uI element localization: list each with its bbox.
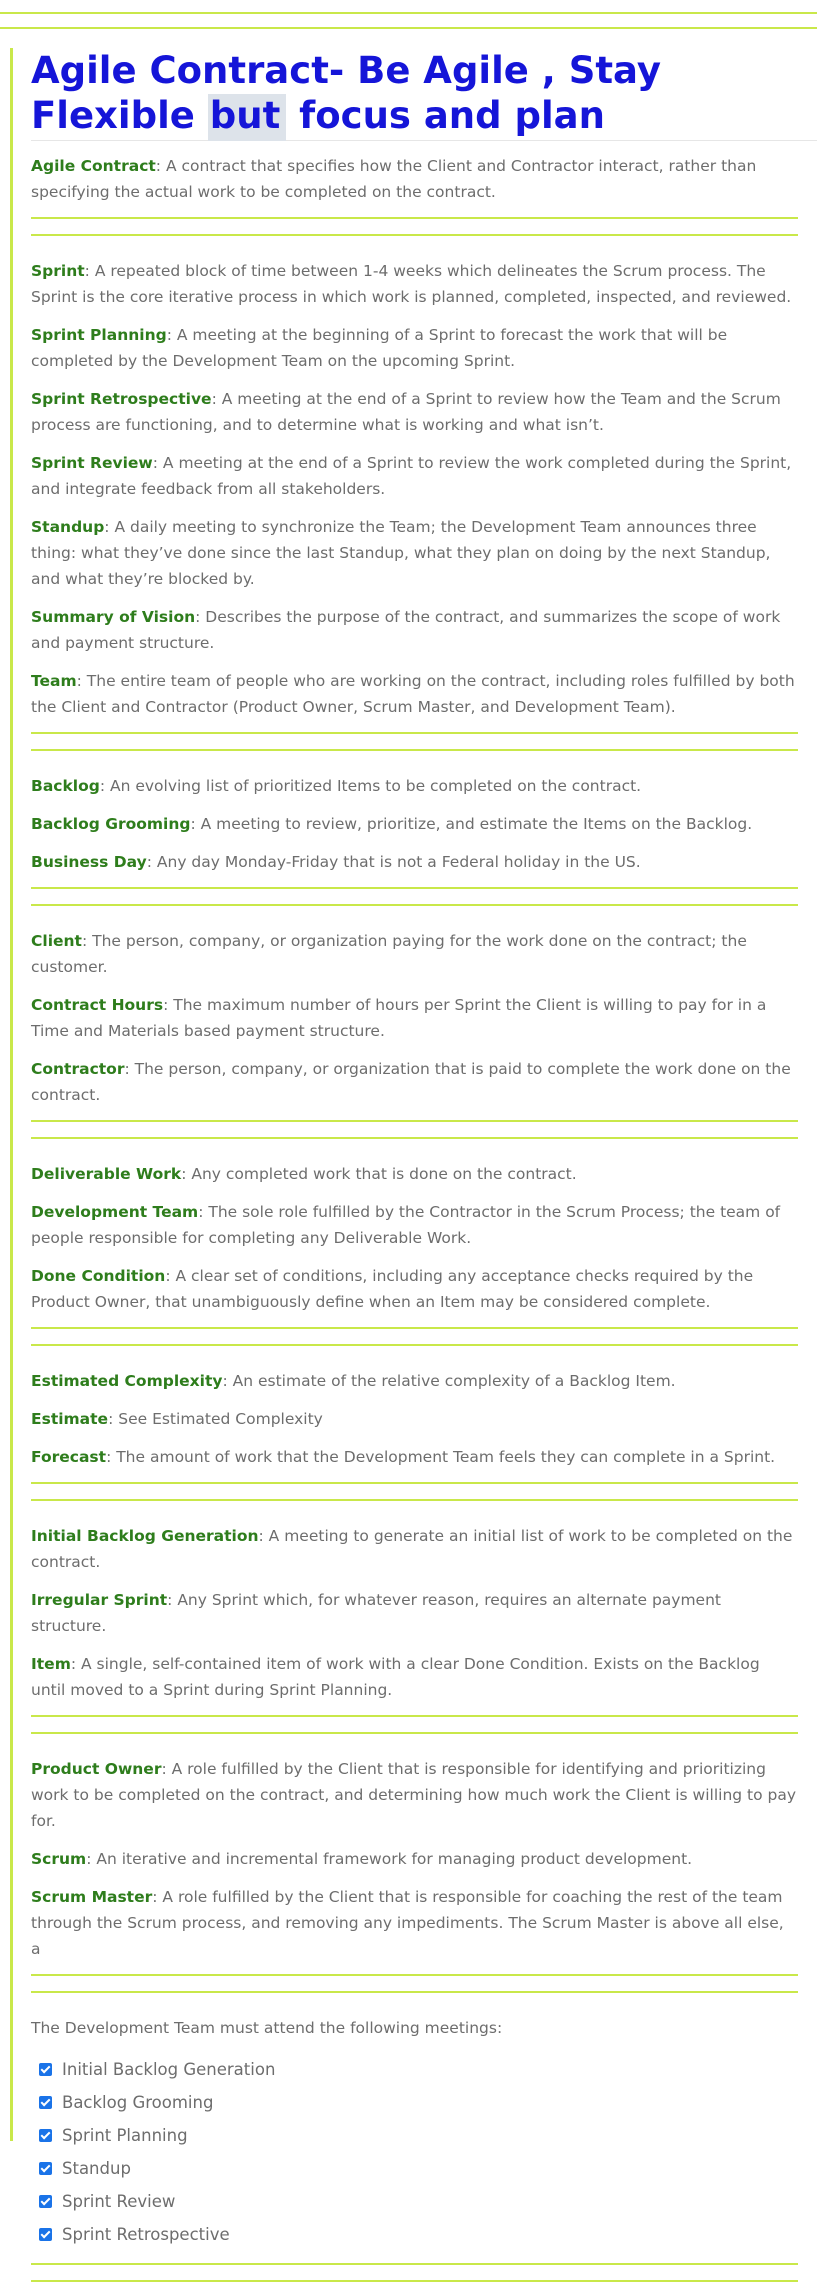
- definition-term: Deliverable Work: [31, 1165, 182, 1183]
- definition-item: [31, 992, 798, 1044]
- title-highlight: but: [208, 94, 287, 141]
- section-divider: [31, 2263, 798, 2265]
- section-divider: [31, 217, 798, 219]
- meeting-label: Backlog Grooming: [62, 2093, 214, 2112]
- definition-term: Standup: [31, 518, 105, 536]
- definition-text: : A meeting at the end of a Sprint to review how the Team and the Scrum process are functioning, and to determine what is working and what isn’t.: [31, 390, 781, 434]
- meeting-check-item: [39, 2053, 798, 2086]
- definition-section: [31, 1501, 798, 1703]
- meetings-intro: The Development Team must attend the following meetings:: [31, 2019, 503, 2037]
- title-text-2: focus and plan: [286, 94, 605, 137]
- definition-item: [31, 928, 798, 980]
- definition-term: Backlog Grooming: [31, 815, 191, 833]
- definition-text: : A meeting at the end of a Sprint to review the work completed during the Sprint, and integrate feedback from all stakeholders.: [31, 454, 792, 498]
- definition-text: : A contract that specifies how the Client and Contractor interact, rather than specifying the actual work to be completed on the contract.: [31, 157, 757, 201]
- definition-term: Team: [31, 672, 77, 690]
- checkbox-checked-icon[interactable]: [39, 2129, 52, 2142]
- definition-term: Sprint Planning: [31, 326, 167, 344]
- definition-item: [31, 153, 798, 205]
- definition-text: : Any Sprint which, for whatever reason, requires an alternate payment structure.: [31, 1591, 721, 1635]
- definition-term: Client: [31, 932, 82, 950]
- definition-term: Done Condition: [31, 1267, 166, 1285]
- meetings-section: [31, 1993, 798, 2251]
- definition-term: Initial Backlog Generation: [31, 1527, 259, 1545]
- definition-item: [31, 1756, 798, 1834]
- definition-item: [31, 1846, 798, 1872]
- checkbox-checked-icon[interactable]: [39, 2195, 52, 2208]
- definition-item: [31, 1161, 798, 1187]
- definition-text: : An estimate of the relative complexity of a Backlog Item.: [222, 1372, 676, 1390]
- definition-text: : An iterative and incremental framework for managing product development.: [86, 1850, 693, 1868]
- definition-term: Estimate: [31, 1410, 109, 1428]
- definition-term: Product Owner: [31, 1760, 162, 1778]
- definition-item: [31, 773, 798, 799]
- definition-term: Scrum Master: [31, 1888, 153, 1906]
- meeting-check-item: [39, 2218, 798, 2251]
- definition-item: [31, 450, 798, 502]
- meeting-check-item: [39, 2086, 798, 2119]
- definition-item: [31, 849, 798, 875]
- section-divider: [31, 887, 798, 889]
- definition-item: [31, 1368, 798, 1394]
- definition-item: [31, 322, 798, 374]
- definition-term: Contractor: [31, 1060, 125, 1078]
- definition-item: [31, 668, 798, 720]
- definition-term: Sprint Retrospective: [31, 390, 212, 408]
- definition-text: : Describes the purpose of the contract, and summarizes the scope of work and payment structure.: [31, 608, 781, 652]
- definition-term: Forecast: [31, 1448, 107, 1466]
- definition-term: Irregular Sprint: [31, 1591, 168, 1609]
- checkbox-checked-icon[interactable]: [39, 2096, 52, 2109]
- meeting-label: Initial Backlog Generation: [62, 2060, 276, 2079]
- top-rule-1: [0, 12, 817, 14]
- checkbox-checked-icon[interactable]: [39, 2162, 52, 2175]
- definition-term: Estimated Complexity: [31, 1372, 223, 1390]
- definition-text: : Any completed work that is done on the contract.: [181, 1165, 577, 1183]
- section-divider: [31, 1974, 798, 1976]
- definition-text: : An evolving list of prioritized Items to be completed on the contract.: [99, 777, 642, 795]
- definition-text: : A meeting to generate an initial list of work to be completed on the contract.: [31, 1527, 793, 1571]
- definition-term: Backlog: [31, 777, 100, 795]
- definition-term: Sprint Review: [31, 454, 153, 472]
- definition-text: : The person, company, or organization that is paid to complete the work done on the contract.: [31, 1060, 791, 1104]
- definition-text: : The person, company, or organization paying for the work done on the contract; the customer.: [31, 932, 747, 976]
- section-divider: [31, 1120, 798, 1122]
- meeting-check-item: [39, 2119, 798, 2152]
- definition-text: : The sole role fulfilled by the Contractor in the Scrum Process; the team of people responsible for completing any Deliverable Work.: [31, 1203, 781, 1247]
- definition-text: : Any day Monday-Friday that is not a Federal holiday in the US.: [146, 853, 641, 871]
- definition-section: [31, 1139, 798, 1315]
- definition-item: [31, 604, 798, 656]
- definition-section: [31, 906, 798, 1108]
- section-divider: [31, 732, 798, 734]
- definition-item: [31, 1651, 798, 1703]
- definition-text: : A single, self-contained item of work with a clear Done Condition. Exists on the Backlog until moved to a Sprint during Sprint Planning.: [31, 1655, 760, 1699]
- meeting-check-item: [39, 2152, 798, 2185]
- definition-term: Business Day: [31, 853, 147, 871]
- definition-text: : A role fulfilled by the Client that is responsible for coaching the rest of the team through the Scrum process, and removing any impediments. The Scrum Master is above all else, a: [31, 1888, 784, 1958]
- definition-section: [31, 751, 798, 875]
- definition-text: : A clear set of conditions, including any acceptance checks required by the Product Owner, that unambiguously define when an Item may be considered complete.: [31, 1267, 754, 1311]
- checkbox-checked-icon[interactable]: [39, 2063, 52, 2076]
- definition-section: [31, 236, 798, 720]
- section-divider: [31, 1715, 798, 1717]
- meeting-check-item: [39, 2185, 798, 2218]
- definition-term: Agile Contract: [31, 157, 156, 175]
- section-divider: [31, 1327, 798, 1329]
- definition-text: : The maximum number of hours per Sprint the Client is willing to pay for in a Time and Materials based payment structure.: [31, 996, 767, 1040]
- definition-text: : A repeated block of time between 1-4 weeks which delineates the Scrum process. The Sprint is the core iterative process in which work is planned, completed, inspected, and reviewed.: [31, 262, 792, 306]
- definition-item: [31, 1406, 798, 1432]
- definition-text: : A meeting to review, prioritize, and estimate the Items on the Backlog.: [190, 815, 753, 833]
- definition-section: [31, 1734, 798, 1962]
- definition-item: [31, 1056, 798, 1108]
- definition-text: : A role fulfilled by the Client that is responsible for identifying and prioritizing work to be completed on the contract, and determining how much work the Client is willing to pay for.: [31, 1760, 797, 1830]
- meeting-label: Sprint Review: [62, 2192, 176, 2211]
- definitions-list: [31, 141, 798, 2282]
- definition-term: Item: [31, 1655, 71, 1673]
- definition-text: : The amount of work that the Development Team feels they can complete in a Sprint.: [106, 1448, 776, 1466]
- meeting-label: Sprint Retrospective: [62, 2225, 230, 2244]
- meeting-label: Sprint Planning: [62, 2126, 188, 2145]
- definition-item: [31, 1884, 798, 1962]
- definition-section: [31, 141, 798, 205]
- definition-term: Contract Hours: [31, 996, 164, 1014]
- definition-item: [31, 1523, 798, 1575]
- page-title: [31, 48, 817, 141]
- definition-item: [31, 258, 798, 310]
- definition-section: [31, 1346, 798, 1470]
- definition-item: [31, 811, 798, 837]
- definition-text: : A meeting at the beginning of a Sprint to forecast the work that will be completed by the Development Team on the upcoming Sprint.: [31, 326, 728, 370]
- definition-item: [31, 1587, 798, 1639]
- definition-term: Sprint: [31, 262, 85, 280]
- page-content: [10, 48, 817, 2244]
- definition-item: [31, 1199, 798, 1251]
- section-divider: [31, 1482, 798, 1484]
- definition-item: [31, 514, 798, 592]
- definition-item: [31, 386, 798, 438]
- definition-term: Scrum: [31, 1850, 87, 1868]
- definition-item: [31, 1263, 798, 1315]
- definition-term: Development Team: [31, 1203, 199, 1221]
- title-text: Agile Contract- Be Agile , Stay Flexible: [31, 49, 661, 137]
- definition-text: : The entire team of people who are working on the contract, including roles fulfilled by both the Client and Contractor (Product Owner, Scrum Master, and Development Team).: [31, 672, 795, 716]
- meetings-checklist: [31, 2053, 798, 2251]
- definition-item: [31, 1444, 798, 1470]
- definition-text: : A daily meeting to synchronize the Team; the Development Team announces three thing: what they’ve done since the last Standup, what they plan on doing by the next Standup, and what they’re blocked by.: [31, 518, 771, 588]
- checkbox-checked-icon[interactable]: [39, 2228, 52, 2241]
- top-rule-2: [0, 27, 817, 29]
- definition-term: Summary of Vision: [31, 608, 196, 626]
- meeting-label: Standup: [62, 2159, 131, 2178]
- definition-text: : See Estimated Complexity: [108, 1410, 323, 1428]
